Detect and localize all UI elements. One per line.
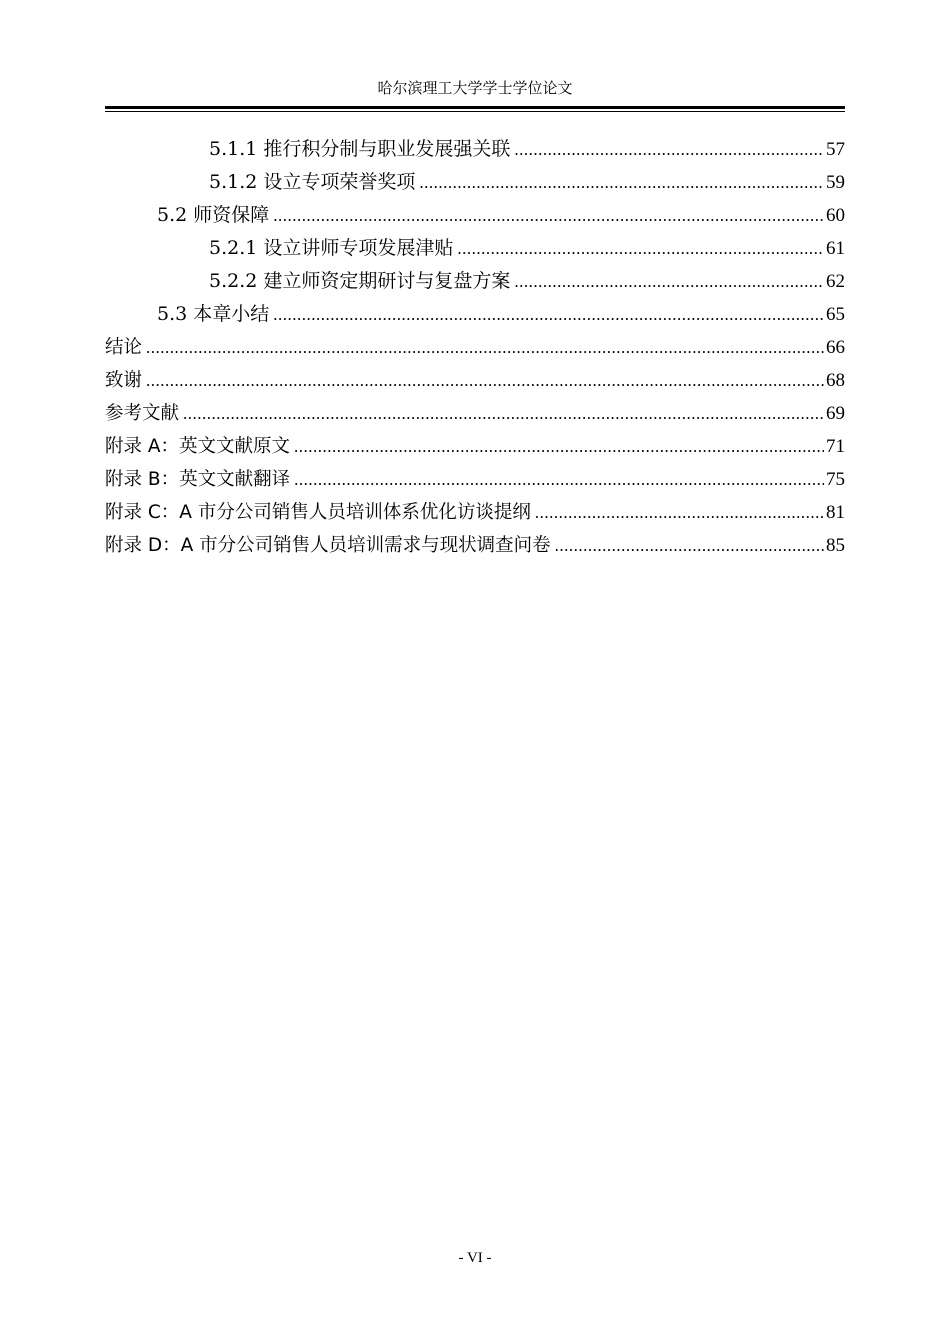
toc-entry-page: 65	[826, 304, 845, 325]
toc-dot-leader	[273, 199, 824, 232]
toc-entry-page: 71	[826, 436, 845, 457]
toc-entry-title: 5.2 师资保障	[157, 204, 270, 226]
toc-entry[interactable]	[105, 529, 845, 562]
toc-entry-page: 61	[826, 238, 845, 259]
toc-dot-leader	[294, 463, 824, 496]
toc-dot-leader	[294, 430, 824, 463]
toc-dot-leader	[555, 529, 824, 562]
page-number: - VI -	[458, 1250, 492, 1266]
toc-entry-title: 附录 D：A 市分公司销售人员培训需求与现状调查问卷	[105, 535, 551, 556]
toc-entry[interactable]	[105, 166, 845, 199]
toc-entry[interactable]	[105, 496, 845, 529]
toc-entry[interactable]	[105, 331, 845, 364]
toc-entry[interactable]	[105, 364, 845, 397]
toc-dot-leader	[535, 496, 824, 529]
toc-entry[interactable]	[105, 397, 845, 430]
toc-entry[interactable]	[105, 463, 845, 496]
page-header: 哈尔滨理工大学学士学位论文	[377, 79, 573, 97]
toc-entry-title: 5.3 本章小结	[157, 303, 270, 325]
toc-entry-page: 59	[826, 172, 845, 193]
toc-dot-leader	[146, 331, 824, 364]
toc-entry-title: 结论	[105, 337, 143, 358]
toc-entry-page: 66	[826, 337, 845, 358]
toc-entry-title: 5.2.2 建立师资定期研讨与复盘方案	[209, 270, 511, 292]
toc-entry[interactable]	[105, 199, 845, 232]
toc-entry-page: 60	[826, 205, 845, 226]
toc-entry[interactable]	[105, 133, 845, 166]
toc-dot-leader	[146, 364, 824, 397]
toc-dot-leader	[514, 265, 824, 298]
header-rule-thin	[105, 111, 845, 112]
toc-dot-leader	[183, 397, 824, 430]
toc-entry-title: 附录 C：A 市分公司销售人员培训体系优化访谈提纲	[105, 502, 531, 523]
toc-entry-title: 5.1.2 设立专项荣誉奖项	[209, 171, 416, 193]
toc-dot-leader	[419, 166, 824, 199]
toc-dot-leader	[514, 133, 824, 166]
toc-entry-title: 5.2.1 设立讲师专项发展津贴	[209, 237, 454, 259]
toc-entry[interactable]	[105, 298, 845, 331]
toc-entry-title: 附录 A：英文文献原文	[105, 436, 291, 457]
toc-entry[interactable]	[105, 430, 845, 463]
toc-entry-page: 62	[826, 271, 845, 292]
toc-entry-page: 75	[826, 469, 845, 490]
toc-entry-title: 附录 B：英文文献翻译	[105, 469, 291, 490]
toc-entry-title: 5.1.1 推行积分制与职业发展强关联	[209, 138, 511, 160]
toc-entry-page: 69	[826, 403, 845, 424]
toc-entry-page: 57	[826, 139, 845, 160]
toc-entry-page: 85	[826, 535, 845, 556]
toc-entry[interactable]	[105, 265, 845, 298]
toc-entry[interactable]	[105, 232, 845, 265]
toc-dot-leader	[273, 298, 824, 331]
toc-dot-leader	[457, 232, 824, 265]
toc-entry-title: 致谢	[105, 370, 143, 391]
table-of-contents	[105, 133, 845, 562]
toc-entry-title: 参考文献	[105, 403, 180, 424]
toc-entry-page: 81	[826, 502, 845, 523]
toc-entry-page: 68	[826, 370, 845, 391]
header-rule-thick	[105, 106, 845, 109]
